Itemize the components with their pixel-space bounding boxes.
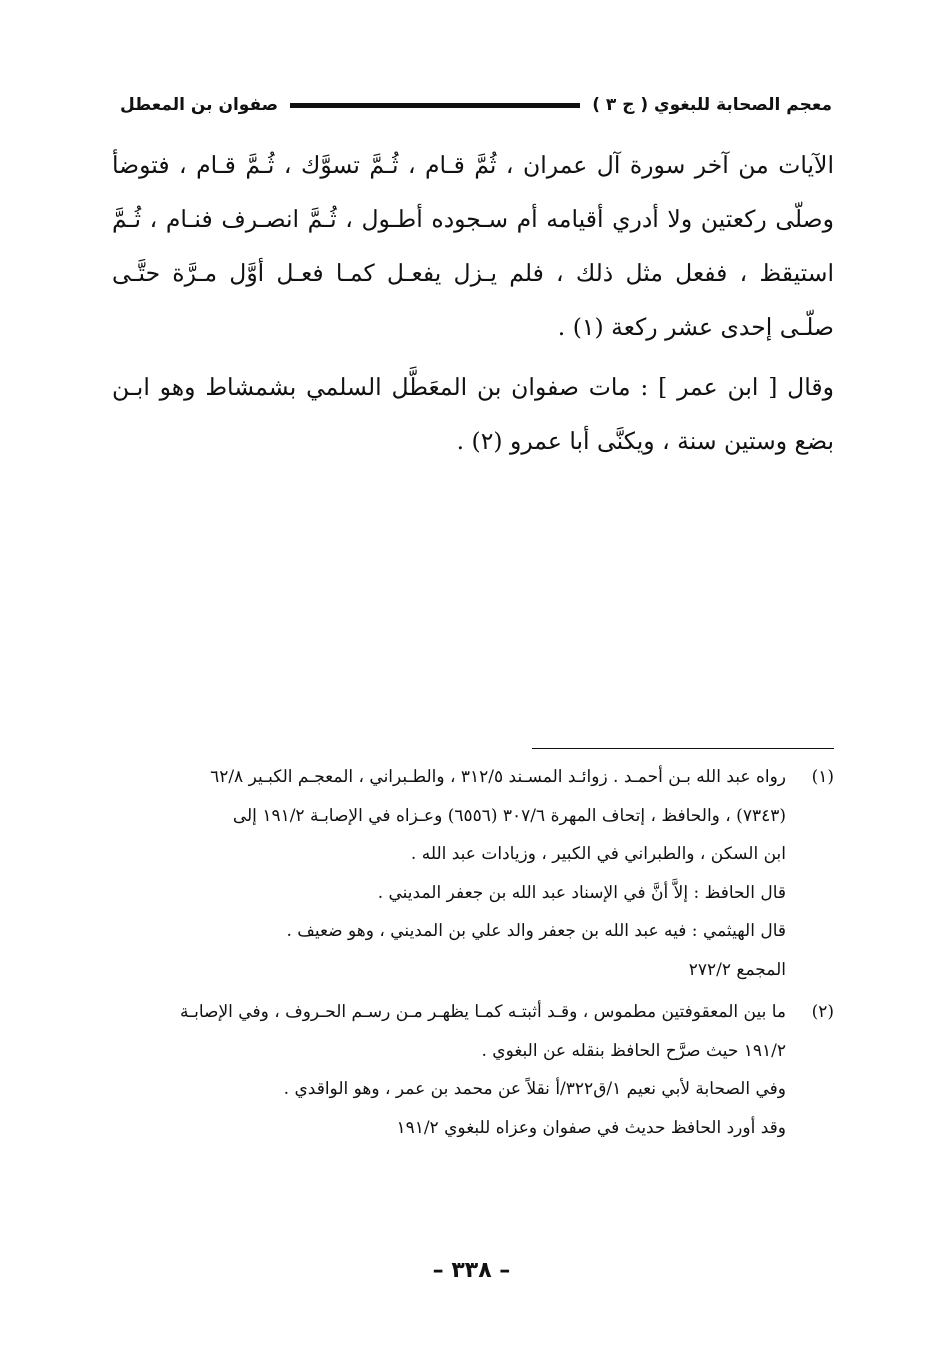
footnote-number: (١) bbox=[811, 767, 834, 787]
main-text bbox=[112, 138, 834, 468]
footnote-line: وفي الصحابة لأبي نعيم ١/ق٣٢٢/أ نقلاً عن محمد بن عمر ، وهو الواقدي . bbox=[283, 1079, 786, 1099]
page-number: – ٣٣٨ – bbox=[432, 1258, 511, 1283]
footnotes bbox=[112, 758, 834, 1147]
footnote-line: (٧٣٤٣) ، والحافظ ، إتحاف المهرة ٣٠٧/٦ (٦٥٥٦) وعـزاه في الإصابـة ١٩١/٢ إلى bbox=[232, 805, 786, 826]
chapter-title: صفوان بن المعطل bbox=[120, 95, 279, 115]
book-title: معجم الصحابة للبغوي ( ج ٣ ) bbox=[592, 95, 832, 115]
footnote-line: وقد أورد الحافظ حديث في صفوان وعزاه للبغوي ١٩١/٢ bbox=[396, 1117, 786, 1138]
footnote-line: قال الهيثمي : فيه عبد الله بن جعفر والد علي بن المديني ، وهو ضعيف . bbox=[286, 921, 786, 941]
paragraph-1: الآيات من آخر سورة آل عمران ، ثُمَّ قـام ، ثُـمَّ تسوَّك ، ثُـمَّ قـام ، فتوضأ وصلّى ركعتين ولا أدري أقيامه أم سـجوده أطـول ، ثُـمَّ انصـرف فنـام ، ثُـمَّ استيقظ ، ففعل مثل ذلك ، فلم يـزل يفعـل كمـا فعـل أوَّل مـرَّة حتَّـى صلّـى إحدى عشر ركعة (١) . bbox=[112, 151, 834, 341]
footnote-line: ابن السكن ، والطبراني في الكبير ، وزيادات عبد الله . bbox=[410, 844, 786, 864]
footnote-2 bbox=[112, 993, 834, 1147]
running-header bbox=[120, 88, 832, 122]
header-rule bbox=[290, 103, 580, 108]
footnote-number: (٢) bbox=[811, 1002, 834, 1022]
footnote-1 bbox=[112, 758, 834, 989]
footnote-line: قال الحافظ : إلاَّ أنَّ في الإسناد عبد الله بن جعفر المديني . bbox=[377, 882, 786, 903]
footnote-line: المجمع ٢٧٢/٢ bbox=[688, 959, 786, 980]
footnote-separator bbox=[532, 748, 834, 749]
footnote-line: ١٩١/٢ حيث صرَّح الحافظ بنقله عن البغوي . bbox=[481, 1040, 786, 1061]
paragraph-2: وقال [ ابن عمر ] : مات صفوان بن المعَطَّل السلمي بشمشاط وهو ابـن بضع وستين سنة ، ويكنَّى أبا عمرو (٢) . bbox=[112, 373, 834, 455]
footnote-line: ما بين المعقوفتين مطموس ، وقـد أثبتـه كمـا يظهـر مـن رسـم الحـروف ، وفي الإصابـة bbox=[180, 1002, 786, 1022]
footnote-line: رواه عبد الله بـن أحمـد . زوائـد المسـند ٣١٢/٥ ، والطـبراني ، المعجـم الكبـير ٦٢/٨ bbox=[210, 767, 786, 787]
